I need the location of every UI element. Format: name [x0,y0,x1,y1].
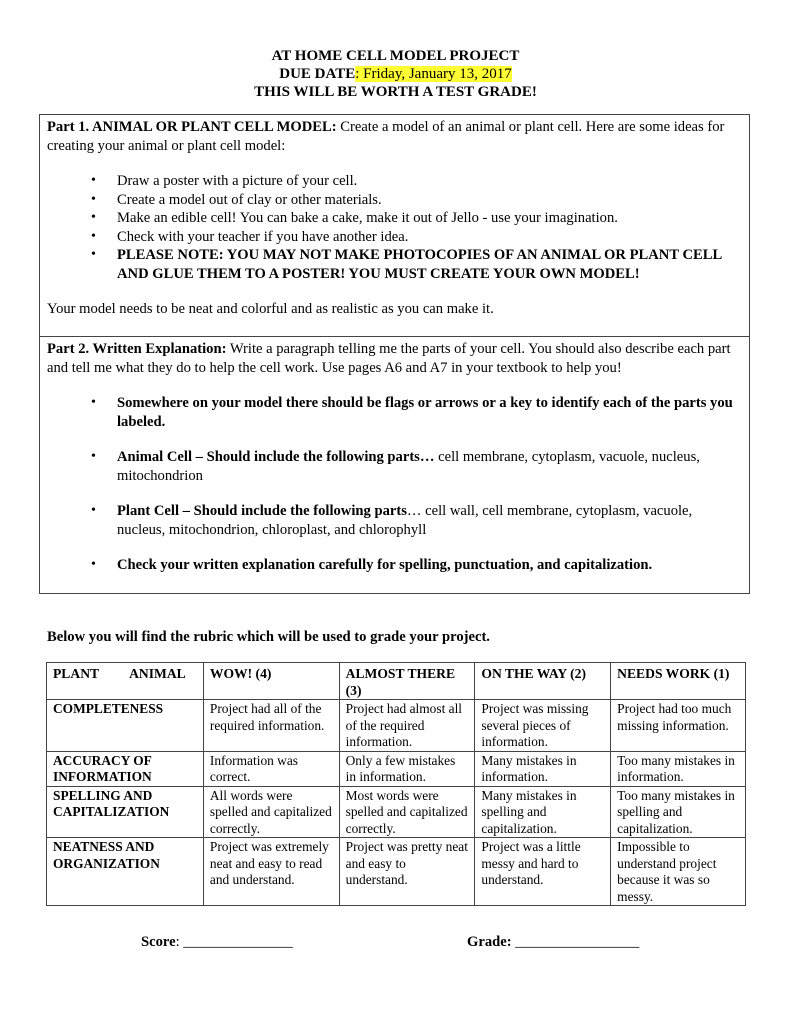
part1-note-text: PLEASE NOTE: YOU MAY NOT MAKE PHOTOCOPIES OF AN ANIMAL OR PLANT CELL AND GLUE THEM TO A POSTER! YOU MUST CREATE YOUR OWN MODEL! [117,247,722,282]
part1-intro-text: Create a model of an animal or plant cell. Here are some ideas for creating your animal or plant cell model: [47,119,725,154]
grade-line [467,934,639,951]
rubric-row [47,751,746,786]
due-date-label: DUE DATE [279,66,356,82]
part2-bullet-animal-heading: Animal Cell – Should include the following parts… [117,449,435,465]
rubric-cell: Project had all of the required information. [203,700,339,752]
rubric-cell: Many mistakes in spelling and capitalization. [475,786,611,838]
rubric-cell: Project had too much missing information. [611,700,746,752]
rubric-intro: Below you will find the rubric which will be used to grade your project. [47,629,490,645]
part2-bullet-plant-heading: Plant Cell – Should include the following parts [117,503,407,519]
rubric-cell: All words were spelled and capitalized correctly. [203,786,339,838]
rubric-cell: Only a few mistakes in information. [339,751,475,786]
rubric-cell: Many mistakes in information. [475,751,611,786]
rubric-row [47,700,746,752]
rubric-row-label: NEATNESS AND ORGANIZATION [47,838,204,906]
due-date-value: : Friday, January 13, 2017 [355,66,512,82]
part2-section [39,336,750,594]
rubric-header-cell: ON THE WAY (2) [475,663,611,700]
grade-label: Grade: [467,934,512,950]
part1-bullet: • Make an edible cell! You can bake a cake, make it out of Jello - use your imagination. [117,209,741,228]
rubric-row-label: COMPLETENESS [47,700,204,752]
rubric-cell: Too many mistakes in spelling and capitalization. [611,786,746,838]
score-line [141,934,293,951]
score-blank: : _______________ [175,934,293,950]
rubric-header-cell: ALMOST THERE (3) [339,663,475,700]
part2-bullet-plant-text: … cell wall, cell membrane, cytoplasm, vacuole, nucleus, mitochondrion, chloroplast, and chlorophyll [117,503,693,538]
part1-intro [47,118,741,155]
rubric-row [47,838,746,906]
score-label: Score [141,934,176,950]
rubric-header-cell: WOW! (4) [203,663,339,700]
part1-note [117,246,741,283]
part2-bullet-labels-text: Somewhere on your model there should be flags or arrows or a key to identify each of the parts you labeled. [117,395,733,430]
project-title: AT HOME CELL MODEL PROJECT [271,48,520,64]
part2-bullet-check-text: Check your written explanation carefully for spelling, punctuation, and capitalization. [117,557,653,573]
part1-bullet: • Check with your teacher if you have another idea. [117,228,741,247]
part1-bullet: • Draw a poster with a picture of your cell. [117,172,741,191]
header-animal: ANIMAL [129,666,186,681]
header-plant: PLANT [53,666,100,681]
part2-intro-text: Write a paragraph telling me the parts of your cell. You should also describe each part and tell me what they do to help the cell work. Use pages A6 and A7 in your textbook to help you! [47,341,731,376]
rubric-cell: Impossible to understand project because it was so messy. [611,838,746,906]
rubric-table [46,662,746,906]
part2-bullet-list [47,394,741,575]
grade-notice: THIS WILL BE WORTH A TEST GRADE! [254,84,537,100]
part2-bullet-labels [117,394,741,431]
rubric-cell: Information was correct. [203,751,339,786]
part2-bullet-plant [117,502,741,539]
part2-bullet-animal [117,448,741,485]
due-date-line [0,65,791,83]
part2-heading: Part 2. Written Explanation: [47,341,227,357]
part1-section [39,114,750,337]
rubric-cell: Project was a little messy and hard to understand. [475,838,611,906]
rubric-header-row [47,663,746,700]
rubric-row-label: SPELLING AND CAPITALIZATION [47,786,204,838]
rubric-row [47,786,746,838]
rubric-cell: Project had almost all of the required information. [339,700,475,752]
part2-intro [47,340,741,377]
part2-bullet-animal-text: cell membrane, cytoplasm, vacuole, nucleus, mitochondrion [117,449,700,484]
rubric-cell: Too many mistakes in information. [611,751,746,786]
part1-bullet-list [47,172,741,283]
rubric-cell: Most words were spelled and capitalized correctly. [339,786,475,838]
rubric-header-cell: NEEDS WORK (1) [611,663,746,700]
rubric-row-label: ACCURACY OF INFORMATION [47,751,204,786]
rubric-cell: Project was extremely neat and easy to read and understand. [203,838,339,906]
part1-closing: Your model needs to be neat and colorful and as realistic as you can make it. [47,301,494,317]
rubric-header-category [47,663,204,700]
part1-heading: Part 1. ANIMAL OR PLANT CELL MODEL: [47,119,337,135]
part1-bullet: • Create a model out of clay or other materials. [117,191,741,210]
grade-blank: _________________ [511,934,640,950]
rubric-cell: Project was pretty neat and easy to understand. [339,838,475,906]
rubric-cell: Project was missing several pieces of information. [475,700,611,752]
part2-bullet-check [117,556,741,575]
